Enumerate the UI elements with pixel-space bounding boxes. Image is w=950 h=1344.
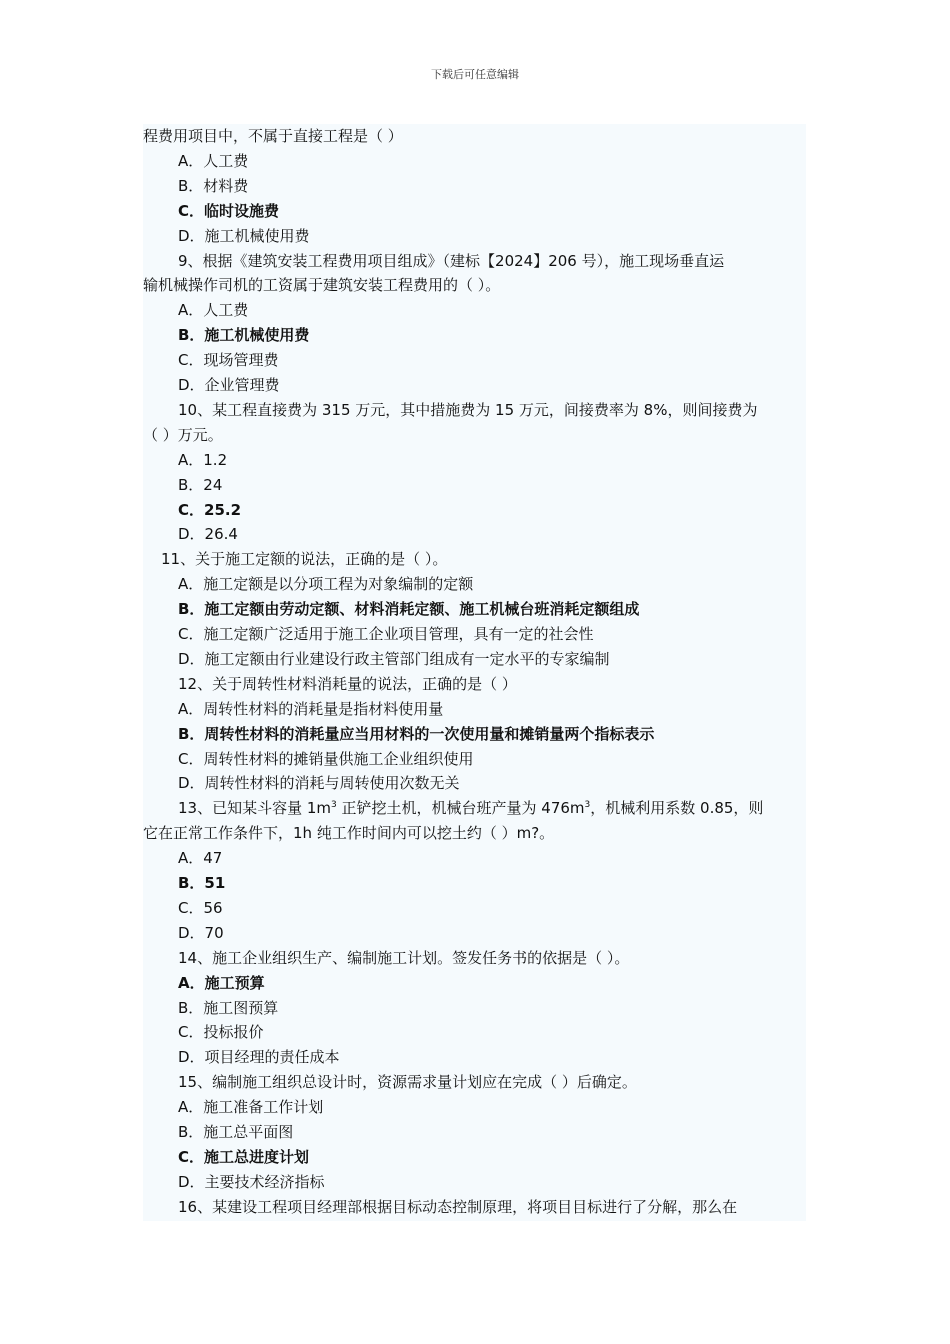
answer-option: D．项目经理的责任成本 [178, 1048, 340, 1067]
answer-option: A．47 [178, 849, 223, 868]
answer-option: C．施工总进度计划 [178, 1147, 310, 1166]
question-continuation: 输机械操作司机的工资属于建筑安装工程费用的（ ）。 [143, 276, 501, 295]
answer-option: A．1.2 [178, 450, 228, 469]
question-line [178, 796, 763, 821]
answer-option: A．周转性材料的消耗量是指材料使用量 [178, 699, 444, 718]
answer-option: B．施工机械使用费 [178, 326, 310, 345]
answer-option: D．主要技术经济指标 [178, 1172, 325, 1191]
question-line: 12、关于周转性材料消耗量的说法，正确的是（ ） [178, 674, 517, 693]
answer-option: C．56 [178, 898, 223, 917]
answer-option: D．施工机械使用费 [178, 226, 310, 245]
q13-text-3: ，机械利用系数 0.85，则 [590, 799, 764, 818]
question-line: 11、关于施工定额的说法，正确的是（ ）。 [161, 550, 448, 569]
answer-option: B．材料费 [178, 176, 249, 195]
document-body [143, 124, 806, 1221]
q13-text-2: 正铲挖土机，机械台班产量为 476m [336, 799, 585, 818]
answer-option: B．周转性材料的消耗量应当用材料的一次使用量和摊销量两个指标表示 [178, 724, 655, 743]
answer-option: C．临时设施费 [178, 201, 280, 220]
answer-option: D．施工定额由行业建设行政主管部门组成有一定水平的专家编制 [178, 649, 610, 668]
answer-option: C．周转性材料的摊销量供施工企业组织使用 [178, 749, 474, 768]
question-line: 16、某建设工程项目经理部根据目标动态控制原理，将项目目标进行了分解，那么在 [178, 1197, 738, 1216]
answer-option: D．26.4 [178, 525, 238, 544]
answer-option: D．70 [178, 923, 224, 942]
answer-option: C．投标报价 [178, 1023, 264, 1042]
page-header: 下载后可任意编辑 [431, 68, 519, 81]
answer-option: B．施工图预算 [178, 998, 279, 1017]
answer-option: A．人工费 [178, 301, 249, 320]
answer-option: B．施工定额由劳动定额、材料消耗定额、施工机械台班消耗定额组成 [178, 600, 640, 619]
answer-option: C．25.2 [178, 500, 242, 519]
question-line: 15、编制施工组织总设计时，资源需求量计划应在完成（ ）后确定。 [178, 1073, 637, 1092]
answer-option: B．24 [178, 475, 223, 494]
question-line: 10、某工程直接费为 315 万元，其中措施费为 15 万元，间接费率为 8%，则间接费为 [178, 400, 758, 419]
answer-option: C．施工定额广泛适用于施工企业项目管理，具有一定的社会性 [178, 625, 594, 643]
question-continuation: 它在正常工作条件下，1h 纯工作时间内可以挖土约（ ）m?。 [143, 824, 555, 843]
answer-option: D．企业管理费 [178, 376, 280, 394]
superscript-3: 3 [584, 800, 591, 811]
answer-option: D．周转性材料的消耗与周转使用次数无关 [178, 774, 460, 793]
superscript-3: 3 [331, 800, 337, 811]
answer-option: C．现场管理费 [178, 351, 279, 370]
answer-option: B．施工总平面图 [178, 1123, 294, 1141]
question-line: 9、根据《建筑安装工程费用项目组成》（建标【2024】206 号），施工现场垂直运 [178, 251, 725, 270]
q13-text-1: 13、已知某斗容量 1m [178, 799, 332, 818]
answer-option: A．施工准备工作计划 [178, 1098, 324, 1117]
question-line: 14、施工企业组织生产、编制施工计划。签发任务书的依据是（ ）。 [178, 948, 630, 967]
answer-option: A．施工预算 [178, 973, 265, 992]
answer-option: B．51 [178, 874, 226, 892]
question-continuation: 程费用项目中，不属于直接工程是（ ） [143, 127, 403, 145]
answer-option: A．人工费 [178, 151, 249, 170]
question-continuation: （ ）万元。 [143, 425, 223, 444]
answer-option: A．施工定额是以分项工程为对象编制的定额 [178, 575, 474, 594]
